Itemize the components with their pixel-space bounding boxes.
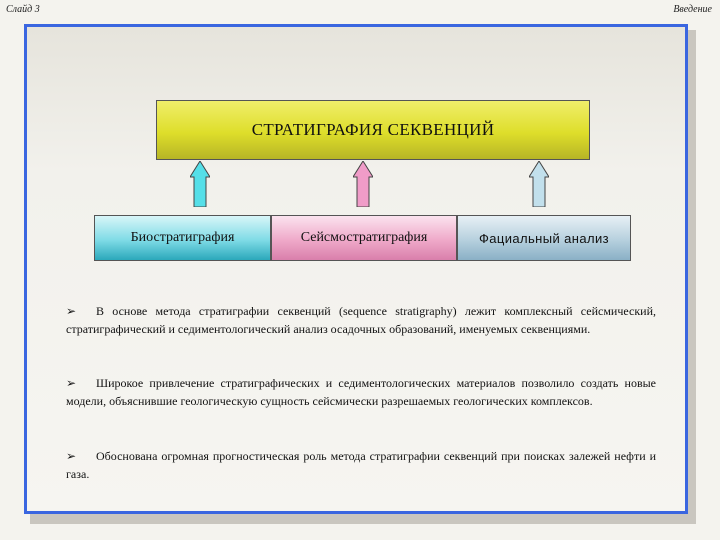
up-arrow-icon bbox=[529, 161, 549, 207]
bullet-arrow-icon: ➢ bbox=[66, 304, 77, 318]
paragraph-text: В основе метода стратиграфии секвенций (sequence stratigraphy) лежит комплексный сейсмический, стратиграфический и седиментологический анализ осадочных образований, именуемых секвенциями. bbox=[66, 304, 656, 336]
method-box-seismostratigraphy bbox=[271, 215, 457, 261]
slide-frame bbox=[24, 24, 688, 514]
paragraph-text: Широкое привлечение стратиграфических и седиментологических материалов позволило создать новые модели, объяснившие геологическую сущность сейсмически разрешаемых геологических комплексов. bbox=[66, 376, 656, 408]
title-box bbox=[156, 100, 590, 160]
bullet-paragraph bbox=[66, 374, 656, 410]
method-box-facies-analysis bbox=[457, 215, 631, 261]
slide-title: СТРАТИГРАФИЯ СЕКВЕНЦИЙ bbox=[251, 120, 495, 139]
section-label: Введение bbox=[673, 4, 712, 15]
bullet-paragraph bbox=[66, 302, 656, 338]
method-box-biostratigraphy bbox=[94, 215, 271, 261]
method-label: Фациальный анализ bbox=[478, 230, 610, 246]
method-label: Сейсмостратиграфия bbox=[300, 230, 428, 245]
bullet-paragraph bbox=[66, 447, 656, 483]
bullet-arrow-icon: ➢ bbox=[66, 376, 77, 390]
up-arrow-icon bbox=[353, 161, 373, 207]
method-label: Биостратиграфия bbox=[130, 230, 235, 245]
slide-number-label: Слайд 3 bbox=[6, 4, 40, 15]
bullet-arrow-icon: ➢ bbox=[66, 449, 77, 463]
up-arrow-icon bbox=[190, 161, 210, 207]
paragraph-text: Обоснована огромная прогностическая роль метода стратиграфии секвенций при поисках залежей нефти и газа. bbox=[66, 449, 656, 481]
